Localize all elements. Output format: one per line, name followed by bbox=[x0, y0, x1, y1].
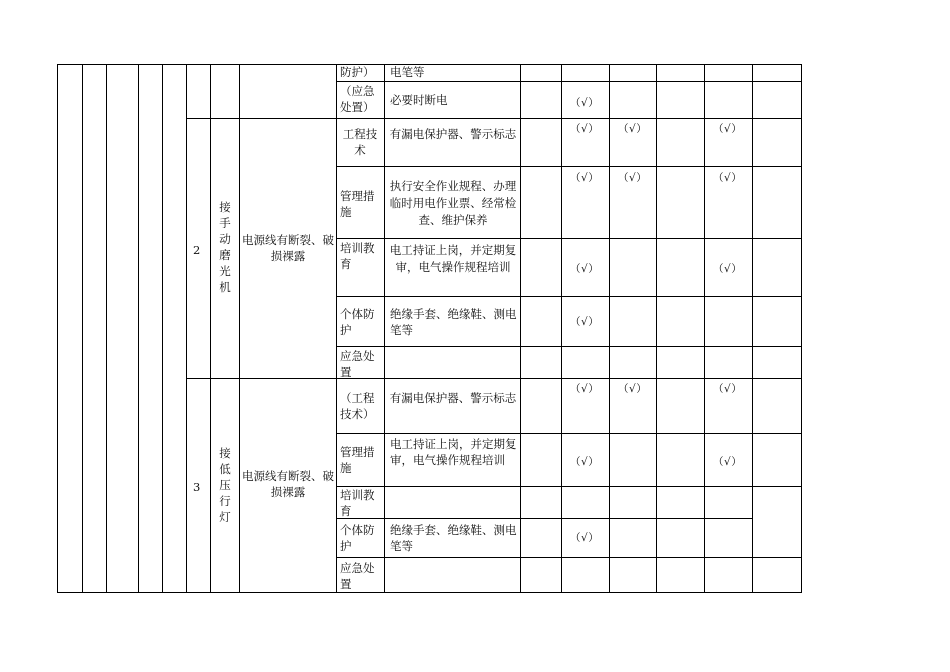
check-mark: （√） bbox=[570, 263, 600, 275]
check-mark: （√） bbox=[713, 123, 743, 135]
check-mark: （√） bbox=[618, 123, 648, 135]
measure-type: 培训教育 bbox=[340, 488, 375, 518]
check-mark: （√） bbox=[570, 456, 600, 468]
measure-type: 培训教育 bbox=[340, 241, 375, 271]
measure-type: 管理措施 bbox=[340, 189, 375, 219]
measure-type: 应急处置 bbox=[340, 561, 375, 591]
measure-text: 电工持证上岗，并定期复审，电气操作规程培训 bbox=[390, 437, 517, 467]
check-mark: （√） bbox=[713, 383, 743, 395]
check-mark: （√） bbox=[618, 383, 648, 395]
measure-text: 有漏电保护器、警示标志 bbox=[389, 391, 517, 405]
hazard-text: 电源线有断裂、破损裸露 bbox=[242, 233, 334, 263]
check-mark: （√） bbox=[618, 172, 648, 184]
check-mark: （√） bbox=[570, 123, 600, 135]
check-mark: （√） bbox=[570, 172, 600, 184]
measure-type: 应急处置 bbox=[340, 349, 375, 379]
check-mark: （√） bbox=[570, 97, 600, 109]
measure-text: 电工持证上岗，并定期复审，电气操作规程培训 bbox=[389, 243, 517, 274]
hazard-text: 电源线有断裂、破损裸露 bbox=[242, 469, 334, 499]
measure-text: 有漏电保护器、警示标志 bbox=[389, 127, 517, 141]
measure-type: 个体防护 bbox=[340, 307, 375, 337]
measure-text: 电笔等 bbox=[390, 65, 425, 79]
measure-text: 绝缘手套、绝缘鞋、测电笔等 bbox=[390, 307, 517, 337]
measure-text: 绝缘手套、绝缘鞋、测电笔等 bbox=[390, 523, 517, 553]
measure-type: （应急处置） bbox=[340, 84, 375, 114]
measure-type: 管理措施 bbox=[340, 445, 375, 475]
row-number: 3 bbox=[193, 480, 201, 494]
check-mark: （√） bbox=[570, 383, 600, 395]
check-mark: （√） bbox=[570, 532, 600, 544]
measure-type: 防护） bbox=[340, 65, 375, 79]
check-mark: （√） bbox=[713, 263, 743, 275]
work-item: 接手动磨光机 bbox=[219, 200, 231, 294]
measure-type: （工程技术） bbox=[340, 391, 375, 421]
measure-type: 个体防护 bbox=[340, 523, 375, 553]
check-mark: （√） bbox=[713, 172, 743, 184]
row-number: 2 bbox=[193, 243, 201, 257]
measure-text: 必要时断电 bbox=[390, 93, 448, 107]
measure-type: 工程技术 bbox=[342, 127, 378, 157]
check-mark: （√） bbox=[713, 456, 743, 468]
check-mark: （√） bbox=[570, 316, 600, 328]
work-item: 接低压行灯 bbox=[219, 446, 231, 524]
measure-text: 执行安全作业规程、办理临时用电作业票、经常检查、维护保养 bbox=[389, 179, 517, 227]
